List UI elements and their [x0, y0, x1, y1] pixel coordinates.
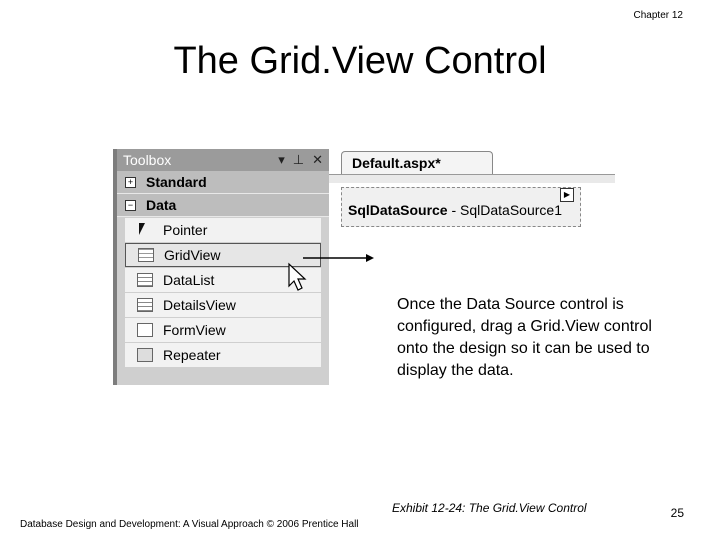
toolbox-item-label: DataList: [163, 272, 215, 288]
close-icon[interactable]: ✕: [312, 152, 323, 167]
toolbox-item-label: Pointer: [163, 222, 208, 238]
drag-arrow-head: [366, 254, 374, 262]
mouse-cursor-icon: [289, 264, 305, 290]
toolbox-item-label: FormView: [163, 322, 226, 338]
toolbox-title: Toolbox: [123, 152, 172, 168]
category-label: Data: [146, 197, 177, 213]
slide-title: The Grid.View Control: [173, 40, 547, 82]
component-type: SqlDataSource: [348, 202, 448, 218]
collapse-icon[interactable]: −: [125, 200, 136, 211]
dropdown-icon[interactable]: ▾: [278, 152, 285, 167]
toolbox-item-label: GridView: [164, 247, 221, 263]
page-number: 25: [670, 506, 684, 520]
description-text: Once the Data Source control is configured, drag a Grid.View control onto the design so it can be used to display the data.: [397, 296, 652, 379]
pin-icon[interactable]: ⊥: [292, 152, 305, 167]
component-name: - SqlDataSource1: [447, 202, 562, 218]
expand-icon[interactable]: +: [125, 177, 136, 188]
chapter-label: Chapter 12: [633, 10, 683, 21]
toolbox-item-label: DetailsView: [163, 297, 236, 313]
category-label: Standard: [146, 174, 207, 190]
tab-default-aspx[interactable]: Default.aspx*: [341, 151, 493, 174]
footer-text: Database Design and Development: A Visual Approach © 2006 Prentice Hall: [20, 519, 359, 530]
toolbox-item-label: Repeater: [163, 347, 221, 363]
exhibit-caption: Exhibit 12-24: The Grid.View Control: [392, 501, 587, 515]
smart-tag-icon[interactable]: ▶: [560, 188, 574, 202]
